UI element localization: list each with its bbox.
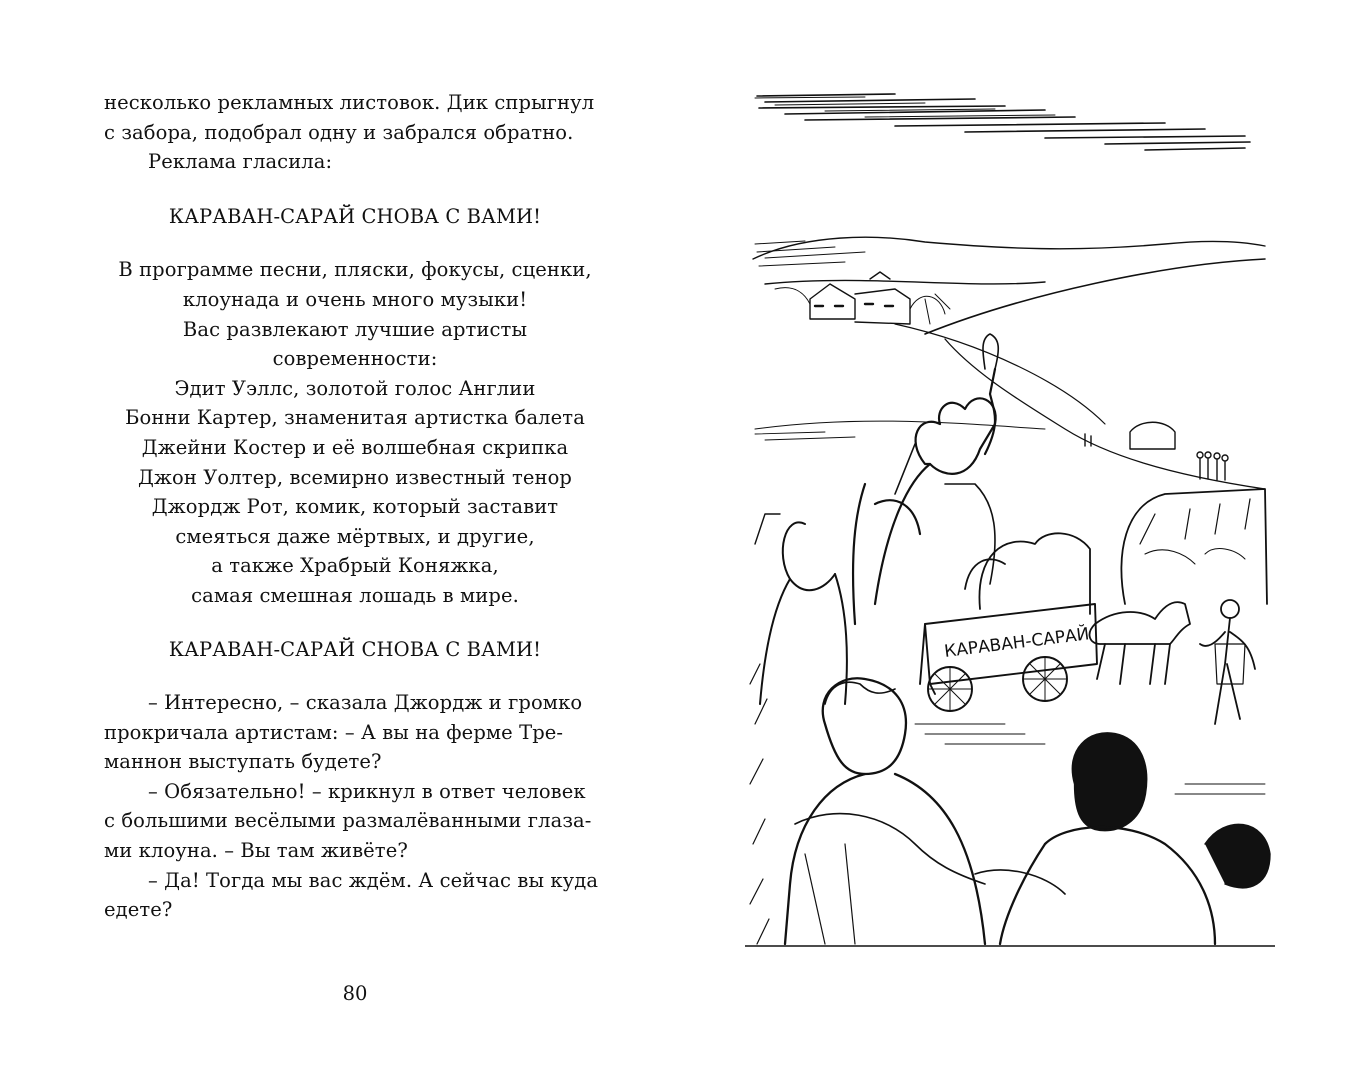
ad-heading: КАРАВАН-САРАЙ СНОВА С ВАМИ! [168, 204, 542, 228]
cart [920, 604, 1097, 711]
wagon-sign: КАРАВАН-САРАЙ [943, 624, 1091, 662]
ad-line: Джон Уолтер, всемирно известный тенор [138, 465, 572, 489]
dialogue-line: едете? [104, 898, 173, 922]
dialogue-line: – Интересно, – сказала Джордж и громко [148, 691, 583, 715]
ad-body [104, 255, 606, 610]
page-number: 80 [342, 982, 368, 1005]
dialogue-line: – Обязательно! – крикнул в ответ человек [148, 779, 586, 803]
waving-boy [853, 334, 998, 624]
ad-line: Эдит Уэллс, золотой голос Англии [174, 376, 536, 400]
distant-hills [753, 237, 1265, 424]
dialogue-line: с большими весёлыми размалёванными глаза- [104, 809, 592, 833]
ad-line: современности: [272, 347, 438, 371]
ad-line: клоунада и очень много музыки! [182, 287, 528, 311]
clown-figure [1200, 600, 1255, 724]
left-page [104, 88, 606, 1028]
ad-line: Джейни Костер и её волшебная скрипка [141, 435, 569, 459]
page-text [104, 88, 606, 925]
girl-foreground [785, 678, 985, 944]
illustration [745, 84, 1275, 954]
dialogue-line: прокричала артистам: – А вы на ферме Тре- [104, 720, 564, 744]
dialogue-line: – Да! Тогда мы вас ждём. А сейчас вы куда [148, 868, 599, 892]
ad-line: Джордж Рот, комик, который заставит [151, 495, 559, 519]
caravan-illustration [745, 84, 1275, 954]
ad-line: самая смешная лошадь в мире. [191, 583, 519, 607]
dialogue-line: ми клоуна. – Вы там живёте? [104, 839, 408, 863]
ad-line: а также Храбрый Коняжка, [211, 554, 499, 578]
text-line: с забора, подобрал одну и забрался обратно. [104, 120, 574, 144]
distant-figures [1085, 422, 1228, 480]
ad-line: смеяться даже мёртвых, и другие, [175, 524, 535, 548]
road [755, 339, 1265, 489]
horse [1090, 602, 1190, 684]
left-figure [755, 514, 847, 704]
grass-shading [745, 664, 1275, 946]
ad-heading-repeat: КАРАВАН-САРАЙ СНОВА С ВАМИ! [168, 637, 542, 661]
ad-line: Бонни Картер, знаменитая артистка балета [125, 406, 585, 430]
dialogue-line: маннон выступать будете? [104, 750, 382, 774]
sky-hatching [755, 94, 1250, 150]
text-line: несколько рекламных листовок. Дик спрыгнул [104, 91, 595, 114]
caravan-wagons [965, 489, 1267, 614]
ad-intro: Реклама гласила: [148, 150, 333, 174]
ad-line: В программе песни, пляски, фокусы, сценки, [118, 258, 592, 282]
ad-line: Вас развлекают лучшие артисты [182, 317, 528, 341]
boy-foreground [975, 733, 1270, 944]
farmhouse [775, 272, 950, 324]
